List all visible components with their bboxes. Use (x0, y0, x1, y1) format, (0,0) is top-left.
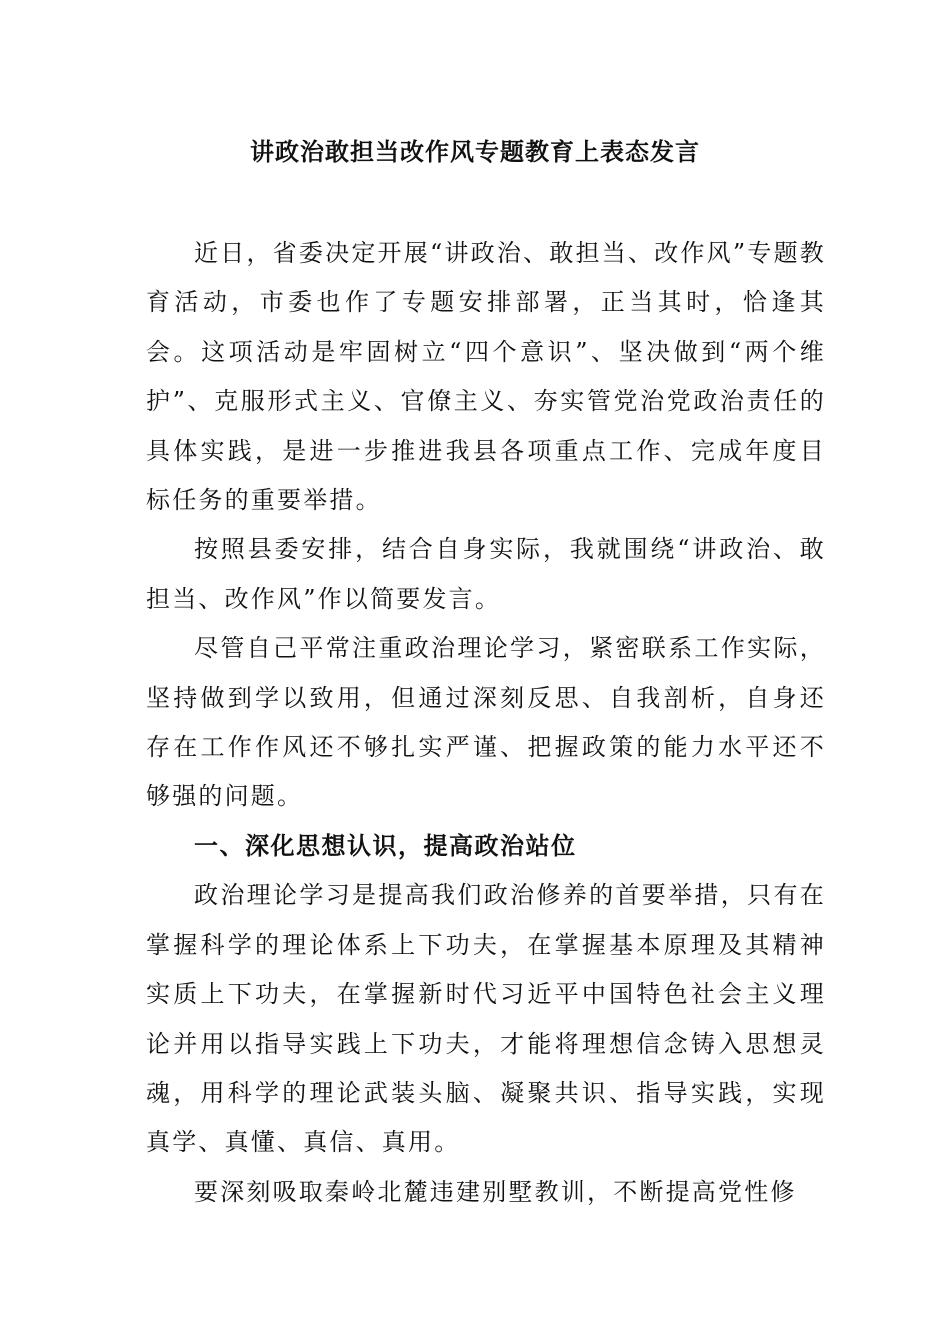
paragraph-arrangement: 按照县委安排，结合自身实际，我就围绕“讲政治、敢担当、改作风”作以简要发言。 (146, 535, 826, 613)
paragraph-self-reflection: 尽管自己平常注重政治理论学习，紧密联系工作实际，坚持做到学以致用，但通过深刻反思、自我剖析，自身还存在工作作风还不够扎实严谨、把握政策的能力水平还不够强的问题。 (146, 634, 826, 811)
paragraph-intro: 近日，省委决定开展“讲政治、敢担当、改作风”专题教育活动，市委也作了专题安排部署，正当其时，恰逢其会。这项活动是牢固树立“四个意识”、坚决做到“两个维护”、克服形式主义、官僚主义、夯实管党治党政治责任的具体实践，是进一步推进我县各项重点工作、完成年度目标任务的重要举措。 (146, 239, 826, 515)
paragraph-theory-study: 政治理论学习是提高我们政治修养的首要举措，只有在掌握科学的理论体系上下功夫，在掌握基本原理及其精神实质上下功夫，在掌握新时代习近平中国特色社会主义理论并用以指导实践上下功夫，才能将理想信念铸入思想灵魂，用科学的理论武装头脑、凝聚共识、指导实践，实现真学、真懂、真信、真用。 (146, 881, 826, 1157)
paragraph-lessons: 要深刻吸取秦岭北麓违建别墅教训，不断提高党性修 (194, 1177, 797, 1206)
section-heading: 一、深化思想认识，提高政治站位 (194, 831, 577, 860)
document-body (146, 229, 826, 1217)
document-title: 讲政治敢担当改作风专题教育上表态发言 (250, 138, 700, 166)
